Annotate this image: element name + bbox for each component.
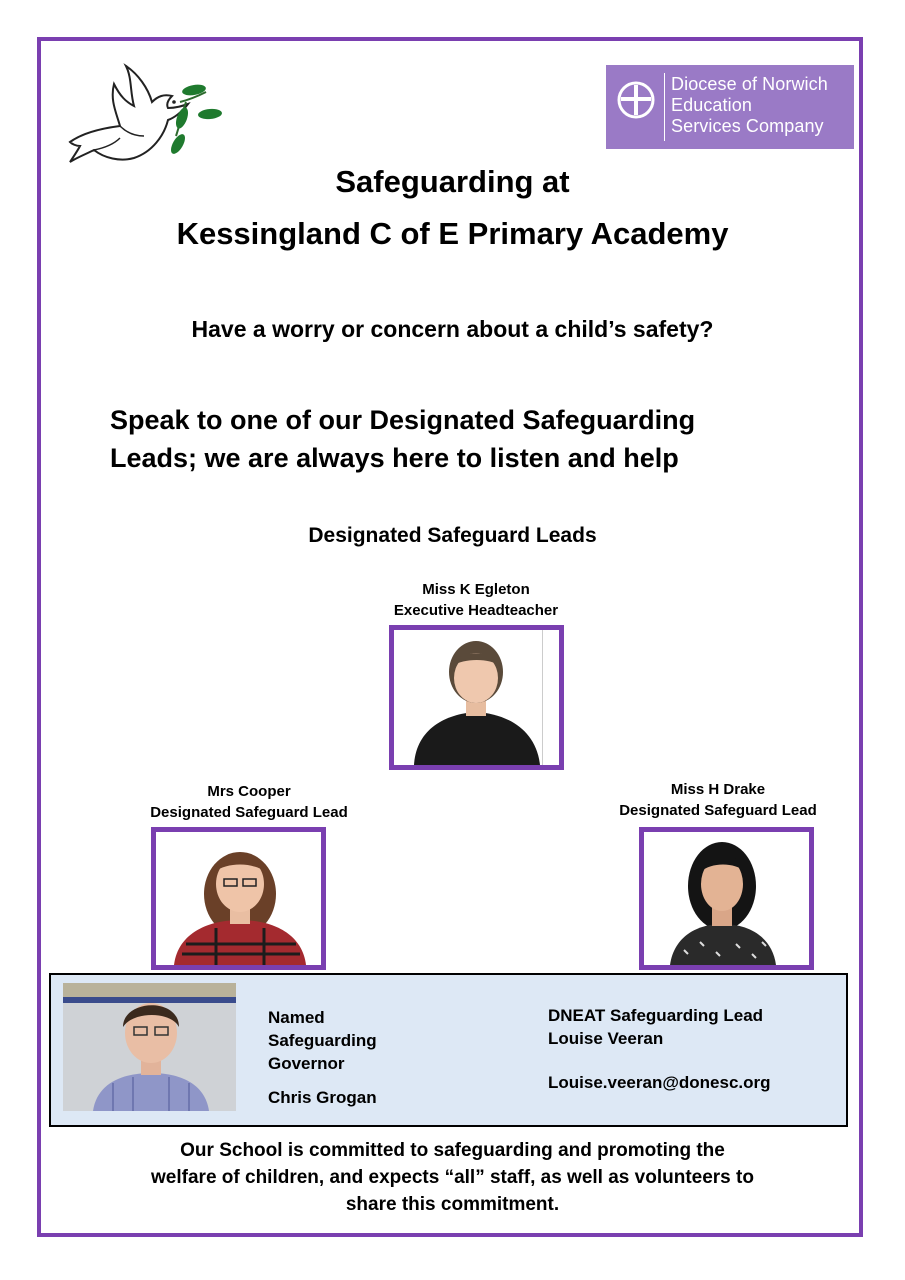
portrait-image (394, 630, 559, 765)
lead-name: Mrs Cooper (207, 783, 291, 800)
diocese-logo (606, 65, 854, 149)
diocese-line: Education (671, 95, 752, 115)
speak-line: Speak to one of our Designated Safeguarding (110, 405, 696, 435)
lead-name: Miss K Egleton (422, 581, 530, 598)
speak-message (110, 401, 850, 477)
lead-photo-egleton (389, 625, 564, 770)
commitment-line: welfare of children, and expects “all” staff, as well as volunteers to (151, 1167, 754, 1188)
lead-caption-egleton (326, 579, 626, 621)
dove-logo-icon (64, 62, 222, 168)
portrait-image (644, 832, 809, 965)
worry-question: Have a worry or concern about a child’s safety? (191, 316, 714, 342)
diocese-name (671, 74, 828, 137)
governor-label-line: Governor (268, 1054, 345, 1073)
lead-photo-drake (639, 827, 814, 970)
cross-circle-icon (616, 80, 656, 120)
lead-caption-drake (568, 779, 868, 821)
diocese-line: Diocese of Norwich (671, 74, 828, 94)
lead-photo-cooper (151, 827, 326, 970)
diocese-divider (664, 73, 665, 141)
lead-role: Designated Safeguard Lead (619, 802, 817, 819)
commitment-line: share this commitment. (345, 1194, 560, 1215)
dneat-name: Louise Veeran (548, 1029, 664, 1048)
dneat-lead (548, 1004, 763, 1050)
governor-photo (63, 983, 236, 1111)
lead-name: Miss H Drake (670, 781, 766, 798)
portrait-image (156, 832, 321, 965)
governor-label-line: Named (268, 1008, 325, 1027)
commitment-line: Our School is committed to safeguarding and promoting the (180, 1140, 725, 1161)
dneat-title: DNEAT Safeguarding Lead (548, 1006, 764, 1025)
title-line-2: Kessingland C of E Primary Academy (176, 216, 729, 251)
diocese-line: Services Company (671, 116, 824, 136)
leads-heading: Designated Safeguard Leads (308, 524, 597, 547)
governor-name: Chris Grogan (268, 1088, 377, 1107)
speak-line: Leads; we are always here to listen and help (110, 443, 679, 473)
lead-caption-cooper (99, 781, 399, 823)
title-line-1: Safeguarding at (335, 164, 570, 199)
dneat-email[interactable]: Louise.veeran@donesc.org (548, 1073, 771, 1092)
governor-box (49, 973, 848, 1127)
governor-label-line: Safeguarding (268, 1031, 377, 1050)
lead-role: Executive Headteacher (393, 602, 559, 619)
governor-label (268, 1006, 418, 1075)
commitment-statement (90, 1137, 815, 1218)
portrait-image (63, 983, 236, 1111)
lead-role: Designated Safeguard Lead (150, 804, 348, 821)
